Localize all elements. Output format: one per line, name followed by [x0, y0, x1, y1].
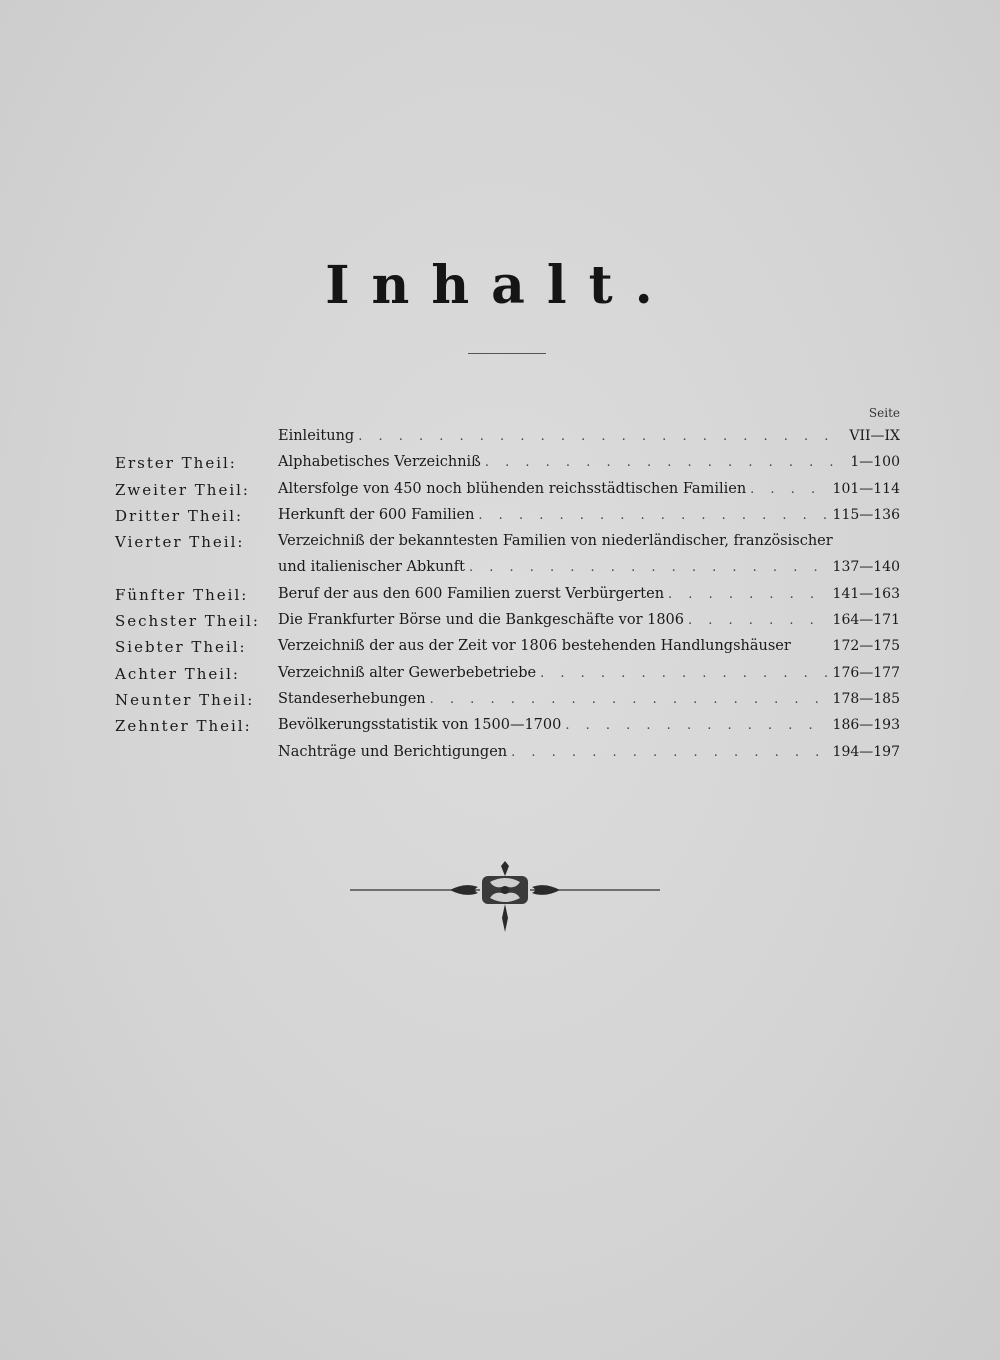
- toc-entry-title: Altersfolge von 450 noch blühenden reichsstädtischen Familien: [278, 480, 747, 497]
- toc-entry: [278, 586, 900, 602]
- toc-entry: [278, 454, 900, 470]
- toc-entry-title: Verzeichniß der bekanntesten Familien von niederländischer, französischer: [278, 533, 833, 550]
- toc-part-label: Erster Theil:: [115, 454, 237, 473]
- table-of-contents: [0, 424, 1000, 766]
- dot-leader: [511, 745, 828, 760]
- dot-leader: [688, 613, 829, 628]
- toc-entry-pages: 141—163: [832, 585, 900, 602]
- toc-entry-title: Bevölkerungsstatistik von 1500—1700: [278, 717, 562, 734]
- toc-entry-pages: 172—175: [832, 638, 900, 655]
- toc-entry-pages: VII—IX: [849, 428, 900, 444]
- toc-row: [0, 477, 1000, 503]
- toc-entry-title: Verzeichniß alter Gewerbebetriebe: [278, 664, 537, 681]
- toc-entry-title: Standeserhebungen: [278, 690, 426, 707]
- toc-row: [0, 529, 1000, 555]
- page-title: Inhalt.: [325, 255, 675, 316]
- toc-part-label: Vierter Theil:: [115, 533, 245, 552]
- dot-leader: [358, 429, 836, 444]
- toc-entry: [278, 533, 900, 549]
- dot-leader: [478, 508, 828, 523]
- toc-entry-pages: 194—197: [832, 743, 900, 760]
- toc-entry-title: Herkunft der 600 Familien: [278, 506, 475, 523]
- toc-entry-title: Einleitung: [278, 428, 355, 444]
- toc-entry-title: Alphabetisches Verzeichniß: [278, 454, 481, 471]
- toc-entry: [278, 507, 900, 523]
- toc-row: [0, 687, 1000, 713]
- toc-part-label: Sechster Theil:: [115, 612, 260, 631]
- toc-row: [0, 608, 1000, 634]
- dot-leader: [668, 587, 829, 602]
- toc-part-label: Achter Theil:: [115, 664, 240, 683]
- toc-entry: [278, 559, 900, 575]
- toc-entry-title: Beruf der aus den 600 Familien zuerst Verbürgerten: [278, 585, 665, 602]
- toc-row: [0, 424, 1000, 450]
- toc-entry: [278, 428, 900, 444]
- toc-row: [0, 661, 1000, 687]
- toc-row: [0, 740, 1000, 766]
- toc-entry-pages: 137—140: [832, 559, 900, 576]
- toc-row: [0, 713, 1000, 739]
- toc-entry-title: Nachträge und Berichtigungen: [278, 743, 508, 760]
- page-column-header: Seite: [868, 406, 900, 420]
- toc-entry: [278, 665, 900, 681]
- toc-part-label: Dritter Theil:: [115, 506, 244, 525]
- toc-entry-title: und italienischer Abkunft: [278, 559, 465, 576]
- dot-leader: [750, 482, 828, 497]
- toc-part-label: Fünfter Theil:: [115, 585, 249, 604]
- toc-entry-pages: 178—185: [832, 690, 900, 707]
- toc-part-label: Zweiter Theil:: [115, 480, 250, 499]
- toc-entry: [278, 744, 900, 760]
- toc-row: [0, 450, 1000, 476]
- toc-row: [0, 503, 1000, 529]
- toc-entry-pages: 115—136: [832, 506, 900, 523]
- dot-leader: [565, 718, 828, 733]
- toc-entry: [278, 612, 900, 628]
- toc-entry: [278, 481, 900, 497]
- toc-part-label: Neunter Theil:: [115, 690, 255, 709]
- dot-leader: [430, 692, 829, 707]
- toc-row: [0, 634, 1000, 660]
- toc-entry-pages: 101—114: [832, 480, 900, 497]
- toc-entry-pages: 186—193: [832, 717, 900, 734]
- toc-entry: [278, 638, 900, 654]
- toc-part-label: Zehnter Theil:: [115, 717, 252, 736]
- dot-leader: [540, 666, 828, 681]
- title-divider: [468, 353, 546, 354]
- toc-entry: [278, 691, 900, 707]
- toc-entry: [278, 717, 900, 733]
- toc-entry-pages: 176—177: [832, 664, 900, 681]
- toc-entry-pages: 164—171: [832, 612, 900, 629]
- toc-row: [0, 555, 1000, 581]
- dot-leader: [469, 560, 829, 575]
- toc-entry-title: Verzeichniß der aus der Zeit vor 1806 bestehenden Handlungshäuser: [278, 638, 791, 655]
- decorative-ornament-icon: [350, 860, 660, 935]
- toc-entry-title: Die Frankfurter Börse und die Bankgeschäfte vor 1806: [278, 612, 685, 629]
- toc-entry-pages: 1—100: [850, 454, 900, 471]
- toc-row: [0, 582, 1000, 608]
- toc-part-label: Siebter Theil:: [115, 638, 247, 657]
- dot-leader: [485, 455, 836, 470]
